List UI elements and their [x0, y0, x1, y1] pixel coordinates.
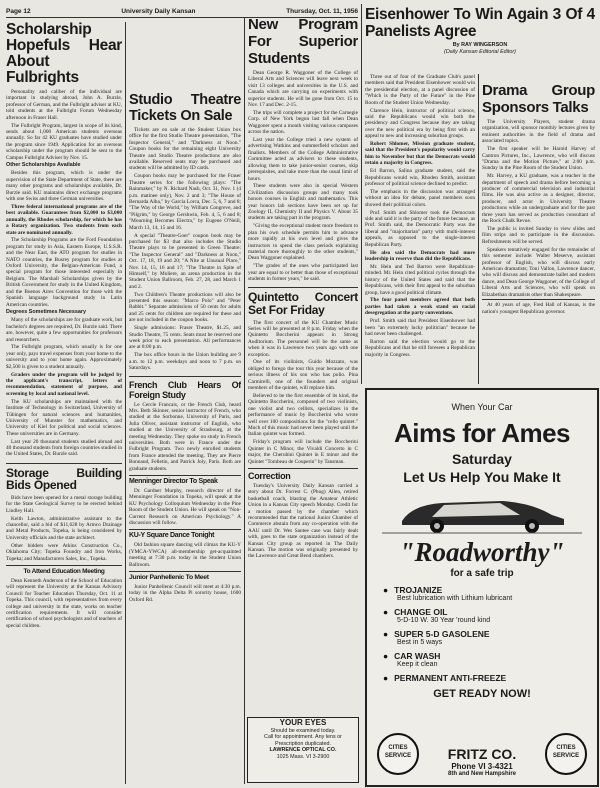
ad-brand: "Roadworthy" [399, 537, 565, 567]
headline-square-dance: KU-Y Square Dance Tonight [129, 529, 241, 540]
column-4-body [365, 74, 475, 386]
article-paragraph: Speakers tentatively engaged for the remainder of this semester include: Walter Meserve, assistant professor of English, who will discuss early American dramatists; Toni Vallon, Lawrence dancer, who will discuss and demonstrate ballet and modern dance, and Dean George Waggoner, of the College of Liberal Arts and Sciences, who will speak on Elizabethan dramatists other than Shakespeare. [482, 246, 595, 298]
article-paragraph: "Giving the exceptional student more freedom to plan his own schedule permits him to advance more rapidly at his own level and gives the instructors to spend the class periods explaining material more thoroughly to the other students," Dean Waggoner explained. [248, 223, 358, 262]
dealer-phone: Phone VI 3-4321 [451, 762, 513, 771]
optical-ad-line: Call for appointment. Any lens or [264, 734, 342, 740]
article-paragraph: Mr. Harvey, a KU graduate, was a teacher in the department of speech and drama before becoming a producer of commercial television and industrial films. He was also active as a designer, director, producer, and actor in University Theatre productions while an undergraduate and for the past three years has served as production consultant of the Rock Chalk Revue. [482, 173, 595, 225]
article-paragraph: Bids have been opened for a metal storage building for the State Geological Survey to be erected behind Lindley Hall. [6, 494, 122, 514]
article-paragraph: Believed to be the first ensemble of its kind, the Quintetto Boccherini, composed of two violinists, one violist and two cellists, specializes in the performance of music by Boccherini who wrote well over 100 compositions for the "cello quintet." Much of this music had never been played until the Italian quintet was formed. [248, 392, 358, 438]
article-paragraph: Clarence Hein, instructor of political science, said the Republicans would win both the presidency and Congress because they are taking over the new political era by being first with an appeal to new and increasing suburban groups. [365, 107, 475, 140]
byline: By RAY WINGERSON [452, 42, 508, 48]
service-item: ● CAR WASH Keep it clean [383, 651, 441, 668]
optical-ad [247, 717, 359, 783]
article-paragraph: The first concert of the KU Chamber Music Series will be presented at 8 p.m. Friday when the Quintetto Boccherini appears in Strong Auditorium. The personnel will be the same as when it was in Lawrence two years ago with one exception. [248, 319, 358, 358]
article-paragraph: Dean Kenneth Anderson of the School of Education will represent the University at the Kansas Advisory Council for Teacher Education Thursday, Oct. 11 at Topeka. This council, with representatives from every college and university in the state, works on teacher certification requirements. It will consider certification of school psychologists and of teachers of special children. [6, 577, 122, 629]
article-paragraph: Single admissions: Fraser Theatre, $1.25, and Studio Theatre, 75 cents. Seats must be reserved one week prior to each presentation. All performances are at 8:00 p.m. [129, 325, 241, 351]
cities-service-logo-right: CITIES SERVICE [545, 733, 587, 775]
bullet-icon: ● [383, 651, 389, 661]
headline-panhellenic: Junior Panhellenic To Meet [129, 571, 241, 582]
optical-ad-line: LAWRENCE OPTICAL CO. [269, 747, 337, 753]
headline-superior-students: New Program For Superior Students [248, 16, 358, 67]
bullet-icon: ● [383, 629, 389, 639]
service-item: ● TROJANIZE Best lubrication with Lithium lubricant [383, 585, 513, 602]
article-subhead: Degrees Sometimes Necessary [6, 309, 87, 316]
article-paragraph: Many of the scholarships are for graduate work, but bachelor's degrees are required, Dr. Burzle said. There are, however, quite a few opportunities for professors and researchers. [6, 317, 122, 343]
service-item: ● CHANGE OIL 5-D-10 W. 30 Year 'round kind [383, 607, 491, 624]
article-paragraph: The Fulbright program, which usually is for one year only, pays travel expenses from your home to the university and to your home again. Approximately $2,500 is given to a student annually. [6, 344, 122, 370]
article-paragraph: Old fashion square dancing will climax the KU-Y (YMCA-YWCA) all-membership get-acquainted meeting at 7:30 p.m. today in the Student Union Ballroom. [129, 542, 241, 568]
ad-line-3: Saturday [452, 451, 512, 467]
optical-ad-line: Should be examined today. [270, 727, 336, 734]
article-paragraph: Two Children's Theatre productions will also be presented this season: "Marco Polo" and "Peter Rabbit." Separate admissions of 50 cents for adults and 25 cents for children are required for these and are not included in the coupon books. [129, 291, 241, 324]
article-paragraph: The KU scholarships are maintained with the Institute of Technology in Switzerland, University of Tübingen for natural sciences and humanities, University of Munster for mathematics, and University of Kiel for political and social sciences. These universities are in Germany. [6, 398, 122, 437]
article-paragraph: The public is invited Sunday to view slides and film strips and to participate in the discussion. Refreshments will be served. [482, 226, 595, 245]
article-paragraph: Other bidders were Atkins Construction Co., Oklahoma City; Topeka Foundry and Iron Works, Topeka; and Manufacturers Sales, Inc., Topeka. [6, 542, 122, 562]
article-paragraph: Three out of four of the Graduate Club's panel members said that President Eisenhower would win the presidential election, at a panel discussion of "Which is the Party of the Future" in the Pine Room of the Student Union Wednesday. [365, 74, 475, 106]
article-paragraph: The box office hours in the Union building are 9 a.m. to 12 p.m. weekdays and noon to 7 p.m. on Saturdays. [129, 352, 241, 372]
ad-cta: GET READY NOW! [433, 688, 531, 700]
article-paragraph: At 40 years of age, Fred Hall of Kansas, is the nation's youngest Republican governor. [482, 299, 595, 315]
cities-service-logo-left: CITIES SERVICE [377, 733, 419, 775]
headline-drama-group: Drama Group Sponsors Talks [482, 82, 595, 116]
page-number: Page 12 [6, 8, 31, 15]
bullet-icon: ● [383, 673, 389, 683]
headline-french-club: French Club Hears Of Foreign Study [129, 376, 241, 400]
article-paragraph: Friday's program will include the Boccherini Quintet in C Minor, the Vivaldi Concerto in C major, the Cherubini Quintet in E minor and the Quintet "Tombeau de Couperin" by Tansman. [248, 439, 358, 465]
article-paragraph: Junior Panhellenic Council will meet at 4:30 p.m. today in the Alpha Delta Pi sorority house, 1600 Oxford Rd. [129, 584, 241, 603]
service-item: ● SUPER 5-D GASOLENE Best in 5 ways [383, 629, 490, 646]
optical-ad-title: YOUR EYES [279, 718, 327, 727]
article-paragraph: Tuesday's University Daily Kansan carried a story about Dr. Forrest C. (Phog) Allen, retired basketball coach, blasting the Amateur Athletic Union in a Kansas City speech Monday. Credit for a motion passed by the chamber which recommended that the national Junior Chamber of Commerce abstain from any co-operation with the AAU until Dr. Wes Santee case was fairly dealt with, goes to the state organization instead of the Kansas City group as reported in The Daily Kansan. The motion was originally presented by the Lawrence and Great Bend chambers. [248, 482, 358, 560]
article-paragraph: Graders under the program will be judged by the applicant's transcript, letters of recommendation, statement of purpose, and screening by local and national level. [6, 371, 122, 397]
article-paragraph: Barron said the election would go to the Republicans and that he still foresees a Republican majority in Congress. [365, 338, 475, 358]
dealer-address: 8th and New Hampshire [447, 771, 516, 777]
bullet-icon: ● [383, 585, 389, 595]
article-paragraph: Prof. Smith said that President Eisenhower had been "an extremely lucky politician" because he had never been challenged. [365, 318, 475, 337]
headline-storage: Storage Building Bids Opened [6, 463, 122, 492]
byline-title: (Daily Kansan Editorial Editor) [444, 49, 516, 56]
service-list [383, 585, 597, 683]
article-subhead: Other Scholarships Available [6, 162, 81, 169]
ad-tagline: for a safe trip [450, 568, 514, 579]
headline-studio-theatre: Studio Theatre Tickets On Sale [129, 92, 241, 124]
dealer-name: FRITZ CO. [447, 746, 517, 762]
ad-headline: Aims for Ames [393, 418, 571, 448]
article-paragraph: Besides this program, which is under the supervision of the State Department of State, there are many other programs and scholarships available, Dr. Burzle said. KU maintains direct exchange programs with one Swiss and three German universities. [6, 170, 122, 202]
ad-line-1: When Your Car [451, 402, 513, 412]
optical-ad-line: Prescription duplicated. [274, 740, 332, 747]
roadworthy-ad [365, 388, 599, 787]
article-paragraph: The University Players, student drama organization, will sponsor monthly lectures given by eminent authorities in the field of drama and associated topics. [482, 119, 595, 145]
column-1 [6, 22, 122, 782]
article-paragraph: Mr. Hein and Ted Barron were Republican-minded. Mr. Hein cited political cycles through the history of the United States and said that the Republicans, with their first appeal to the suburban group, have a good political climate. [365, 263, 475, 296]
headline-quintetto: Quintetto Concert Set For Friday [248, 287, 358, 317]
article-paragraph: The emphasis in the discussion was arranged without an idea for debate, panel members soon showed their political colors. [365, 188, 475, 208]
article-paragraph: "The grades of the ones who participated last year are equal to or better than those of exceptional students in former years," he said. [248, 263, 358, 283]
headline-eisenhower: Eisenhower To Win Again 3 Of 4 Panelists Agree [365, 6, 595, 40]
article-paragraph: Three federal international programs are of the best available. Guarantees from $2,000 to $3,000 annually, the Rhodes scholarship, for which he has a Rotary organization. Two students from each state are nominated annually. [6, 203, 122, 236]
article-paragraph: Keith Lawton, administrative assistant to the chancellor, said a bid of $11,628 by Armco Drainage and Metal Products, Topeka, is being considered by University officials and the state architect. [6, 515, 122, 541]
paper-name: University Daily Kansan [121, 8, 196, 15]
column-3 [248, 16, 358, 716]
article-paragraph: Ed Barron, Salina graduate student, said the Republicans would win, Rhoden Smith, assistant professor of political science declined to predict. [365, 168, 475, 187]
article-paragraph: Last year the College tried a new system of advertising Watkins and summerfield scholars and finalists. Members of the College Administrative Committee acted as advisers to these students, allowing them to take junior-senior courses, skip prerequisites, and take more than the usual limit of hours. [248, 137, 358, 182]
article-paragraph: Personality and caliber of the individual are important in studying abroad, John A. Burzle, professor of German, and the Fulbright adviser at KU, told students at the Fulbright Forum Wednesday afternoon in Fraser Hall. [6, 89, 122, 121]
article-paragraph: The Fulbright Program, largest in scope of its kind, sends about 1,000 American students overseas annually. So far 42 KU graduates have studied under the program since 1949. Application for an overseas scholarship under the program should be sent to the Campus Fulbright Adviser by Nov. 15. [6, 122, 122, 161]
column-2 [129, 92, 241, 782]
article-paragraph: Last year 20 thousand students studied abroad and 40 thousand students from foreign countries studied in the United States, Dr. Burzle said. [6, 438, 122, 458]
issue-date: Thursday, Oct. 11, 1956 [286, 8, 358, 15]
bullet-icon: ● [383, 607, 389, 617]
article-paragraph: The Scholarship Programs are the Ford Foundation program for study in Asia, Eastern Europe, U.S.S.R. and the Near East, the ATO program for studies in NATO countries, the Busrey program for studies at Oxford University, the Belgian-American Fund, a special program for those interested especially in Belgium. The Marshall Scholarships given by the British Government for study in the United Kingdom, and the Buenos Aires Convention for those with the Spanish language background study in Latin American countries. [6, 237, 122, 308]
column-5 [482, 82, 595, 384]
article-paragraph: The trips will complete a project for the Carnegie Corp. of New York begun last fall when Dean Waggoner spent a month visiting various campuses across the nation. [248, 109, 358, 136]
service-item: ● PERMANENT ANTI-FREEZE [383, 673, 507, 683]
article-paragraph: A special "Theatre-Goer" coupon book may be purchased for $3 that also includes the Studio Theatre plays to be presented in Green Theatre: "The Inspector General" and "Darkness at Noon," Oct. 17, 18, 19 and 20; "A Nite at Unusual Place," Nov. 14, 15, 16 and 17; "The Theatre in Spite of Himself," by Moliere, an arena production in the Student Union Ballroom, Feb. 27, 28, and March 1 and 2. [129, 232, 241, 290]
optical-ad-line: 1025 Mass. VI 3-2900 [276, 753, 330, 760]
article-paragraph: One of its violinists, Guido Mozzato, was obliged to forego the tour this year because of the serious illness of his son who has polio. Pina Carmirelli, one of the founders and original members of the quintet, will replace him. [248, 359, 358, 392]
article-paragraph: Prof. Smith and Shlomer took the Democrats side and said it is the party of the future because, as Prof. Smith said, the Democratic Party was the liberal and "majoritarian" party with multi-interest appeals, as opposed to the single-interest Republican Party. [365, 209, 475, 248]
headline-menninger: Menninger Director To Speak [129, 475, 241, 486]
article-paragraph: Tickets are on sale at the Student Union box office for the first Studio Theatre presentation, "The Inspector General," and "Darkness at Noon." Coupon books for the remaining eight University Theatre and Studio Theatre productions are also available. Reserved seats may be purchased and students will be admitted by ID cards. [129, 127, 241, 172]
headline-correction: Correction [248, 468, 358, 481]
dealer-block [439, 746, 525, 777]
article-paragraph: Coupon books may be purchased for the Fraser Theatre series for the following plays: "The Rainmaker," by N. Richard Nash, Oct. 31, Nov. 1 (4 p.m. matinee only), Nov. 2 and 3; "The House of Bernarda Alba," by Garcia Lorca, Dec. 5, 6, 7 and 8; "The Way of the World," by William Congreve, and "Pilgrim," by George Gershwin, Feb. 4, 5, 6 and 8; "Mourning Becomes Electra," by Eugene O'Neill, March 13, 14, 15 and 16. [129, 173, 241, 231]
headline-education: To Attend Education Meeting [6, 565, 122, 576]
article-paragraph: Dean George R. Waggoner of the College of Liberal Arts and Sciences will leave next week to visit 13 colleges and universities in the U.S. and Canada which are carrying on experiments with superior students. He will be gone from Oct. 15 to Nov. 17 and Dec. 2-15. [248, 70, 358, 109]
article-paragraph: Robert Shlomer, Mission graduate student, said that the President's popularity would carry him to November but that the Democrats would retain a majority in Congress. [365, 141, 475, 167]
column-4 [365, 6, 595, 74]
article-paragraph: The four panel members agreed that both parties had taken a weak stand on racial desegregation at the party conventions. [365, 297, 475, 317]
article-paragraph: He also said the Democrats had more leadership in reserve than did the Republicans. [365, 249, 475, 262]
headline-fulbright: Scholarship Hopefuls Hear About Fulbrights [6, 22, 122, 86]
article-paragraph: Dr. Gardner Murphy, research director of the Menninger Foundation in Topeka, will speak at the KU Psychology Colloquium Wednesday in the Pine Room of the Student Union. He will speak on "Non-Current Research on American Psychology." A discussion will follow. [129, 488, 241, 527]
article-paragraph: Le Cercle Francais, or the French Club, heard Mrs. Beth Skinner, senior instructor of French, who studied at the Sorbonne, University of Paris, and Julia Oliver, assistant instructor of English, who studied at the University of Strasbourg, at the meeting Wednesday. They spoke on study in French universities. Both were in France under the Fulbright Program. Two newly enrolled students from France attended the meeting. They are Pierre Bonnaud, Felletin, and Patrick Joly, Paris. Both are graduate students. [129, 401, 241, 472]
ad-line-4: Let Us Help You Make It [403, 469, 561, 485]
article-paragraph: These students were also in special Western Civilization discussion groups and many took honors courses in English and mathematics. This year honors lab sections have been set up for Zoology II, Chemistry II and Physics V. About 35 students are taking part in the program. [248, 183, 358, 222]
article-paragraph: The first speaker will be Harold Harvey of Cantron Pictures, Inc., Lawrence, who will discuss "Drama and the Motion Picture," at 2:00 p.m. Sunday in the Pine Room of the Student Union. [482, 146, 595, 172]
car-illustration [382, 491, 582, 535]
